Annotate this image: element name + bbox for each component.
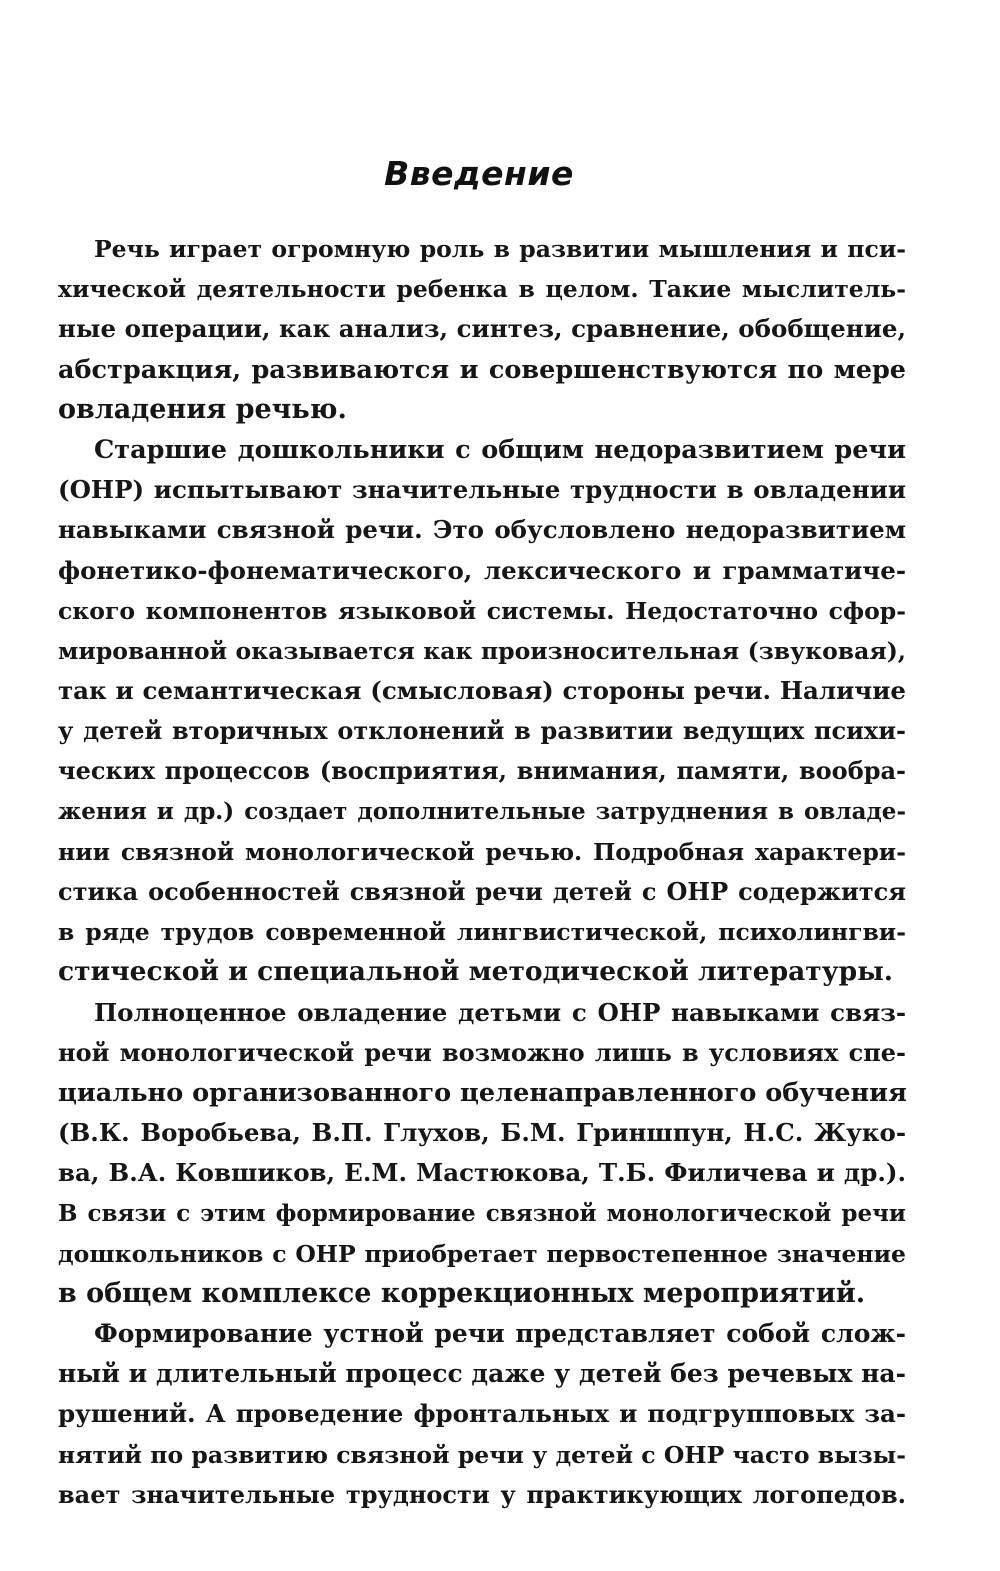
text-line: дошкольников с ОНР приобретает первостепенное значение [58,1239,906,1268]
text-line: овладения речью. [58,393,347,425]
text-line: абстракция, развиваются и совершенствуются по мере [58,354,906,385]
text-line: рушений. А проведение фронтальных и подгрупповых за- [58,1399,906,1429]
text-line: ского компонентов языковой системы. Недостаточно сфор- [58,596,906,625]
text-line: нии связной монологической речью. Подробная характери- [58,837,906,866]
text-line: В связи с этим формирование связной монологической речи [58,1199,906,1227]
text-line: так и семантическая (смысловая) стороны речи. Наличие [58,676,906,706]
paragraph-2 [58,430,906,993]
text-line: (В.К. Воробьева, В.П. Глухов, Б.М. Гриншпун, Н.С. Жуко- [58,1118,906,1148]
text-line: циально организованного целенаправленного обучения [58,1077,907,1108]
text-line: стической и специальной методической литературы. [58,956,893,988]
text-line: Формирование устной речи представляет собой слож- [94,1319,906,1349]
text-line: нятий по развитию связной речи у детей с ОНР часто вызы- [58,1440,906,1469]
text-line: навыками связной речи. Это обусловлено недоразвитием [58,515,906,545]
text-line: ной монологической речи возможно лишь в условиях спе- [58,1037,906,1067]
text-line: в ряде трудов современной лингвистической, психолингви- [58,918,906,947]
chapter-title: Введение [384,154,574,193]
text-line: у детей вторичных отклонений в развитии ведущих психи- [58,716,906,746]
text-line: ный и длительный процесс даже у детей без речевых на- [58,1359,906,1389]
text-line: стика особенностей связной речи детей с ОНР содержится [58,877,906,906]
paragraph-4 [58,1314,906,1515]
text-line: фонетико-фонематического, лексического и грамматиче- [58,555,906,585]
text-line: в общем комплексе коррекционных мероприятий. [58,1277,866,1309]
text-line: Речь играет огромную роль в развитии мышления и пси- [94,235,906,263]
text-line: ные операции, как анализ, синтез, сравнение, обобщение, [58,314,906,344]
text-line: (ОНР) испытывают значительные трудности в овладении [58,475,906,505]
paragraph-1 [58,229,906,430]
text-line: Полноценное овладение детьми с ОНР навыками связ- [94,997,906,1027]
text-line: ва, В.А. Ковшиков, Е.М. Мастюкова, Т.Б. Филичева и др.). [58,1158,906,1188]
paragraph-3 [58,993,906,1315]
text-line: Старшие дошкольники с общим недоразвитием речи [94,434,906,465]
text-line: жения и др.) создает дополнительные затруднения в овладе- [58,797,906,825]
text-line: вает значительные трудности у практикующих логопедов. [58,1479,906,1509]
body-text [58,229,906,1515]
text-line: хической деятельности ребенка в целом. Такие мыслитель- [58,275,906,304]
text-line: мированной оказывается как произносительная (звуковая), [58,636,906,665]
text-line: ческих процессов (восприятия, внимания, памяти, вообра- [58,756,906,786]
